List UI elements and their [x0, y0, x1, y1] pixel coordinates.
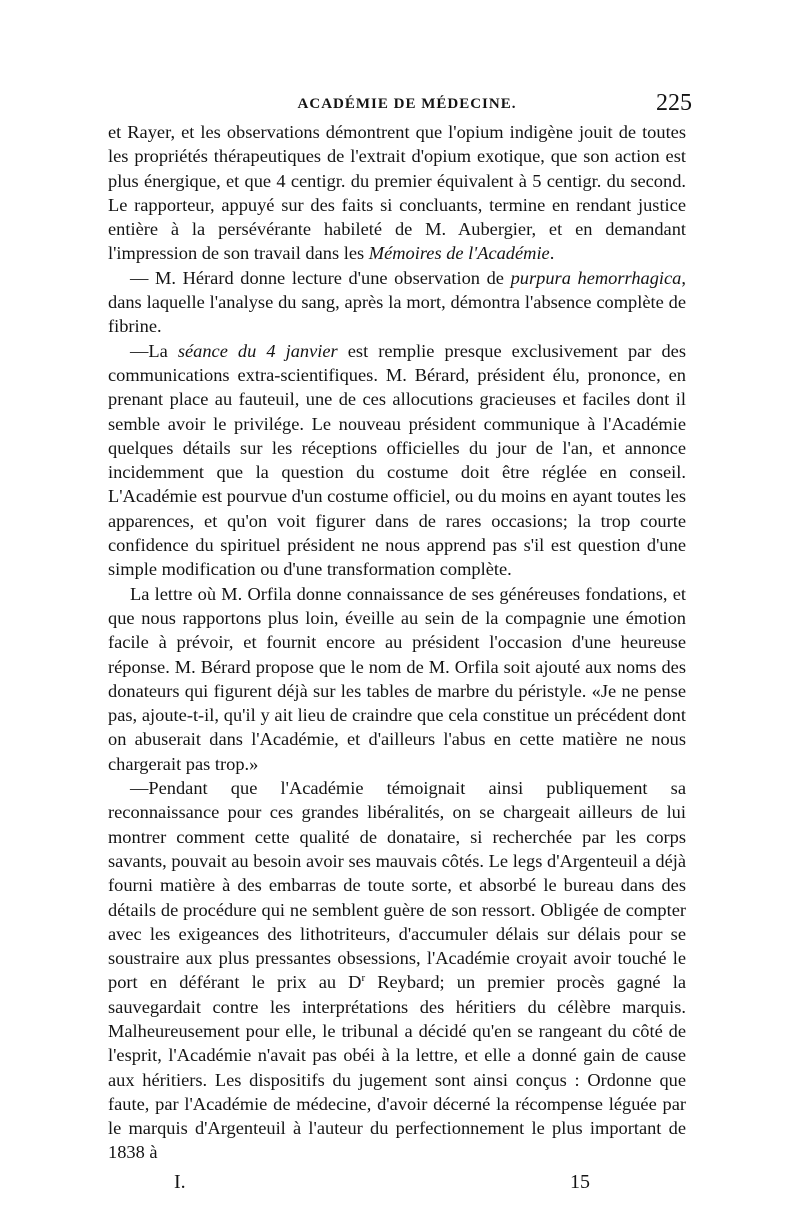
- text-run: est remplie presque exclusivement par des communications extra-scientifiques. M. Bérard, président élu, prononce, en prenant place au fauteuil, une de ces allocutions gracieuses et faciles dont il semble avoir le privilége. Le nouveau président communique à l'Académie quelques détails sur les réceptions officielles du jour de l'an, et annonce incidemment que la question du costume doit être réglée en conseil. L'Académie est pourvue d'un costume officiel, ou du moins en ayant toutes les apparences, et qu'on voit figurer dans de rares occasions; la trop courte confidence du spirituel président ne nous apprend pas s'il est question d'une simple modification ou d'une transformation complète.: [108, 340, 686, 580]
- paragraph: [108, 582, 686, 776]
- italic-text: Mémoires de l'Académie: [368, 243, 550, 264]
- text-run: —Pendant que l'Académie témoignait ainsi publiquement sa reconnaissance pour ces grandes libéralités, on se chargeait ailleurs de lui montrer comment cette qualité de donataire, si recherchée par les corps savants, pouvait au besoin avoir ses mauvais côtés. Le legs d'Argenteuil a déjà fourni matière à des embarras de toute sorte, et absorbé le bureau dans des détails de procédure qui ne semblent guère de son ressort. Obligée de compter avec les exigeances des lithotriteurs, d'accumuler délais sur délais pour se soustraire aux plus pressantes obsessions, l'Académie croyait avoir touché le port en déférant le prix au D: [108, 778, 686, 993]
- text-run: —La: [130, 340, 178, 361]
- paragraph: [108, 266, 686, 339]
- superscript-text: r: [361, 972, 366, 985]
- page-footer: [108, 1171, 686, 1201]
- text-run: .: [549, 243, 555, 264]
- italic-text: séance du 4 janvier: [177, 340, 338, 361]
- text-run: La lettre où M. Orfila donne connaissance de ses généreuses fondations, et que nous rapportons plus loin, éveille au sein de la compagnie une émotion facile à prévoir, et fournit encore au président l'occasion d'une heureuse réponse. M. Bérard propose que le nom de M. Orfila soit ajouté aux noms des donateurs qui figurent déjà sur les tables de marbre du péristyle. «Je ne pense pas, ajoute-t-il, qu'il y ait lieu de craindre que cela constitue un précédent dont on abuserait dans l'Académie, et d'ailleurs l'abus en cette matière ne nous chargerait pas trop.»: [108, 583, 686, 774]
- running-header: [108, 90, 692, 120]
- running-title: ACADÉMIE DE MÉDECINE.: [297, 96, 517, 112]
- paragraph: [108, 339, 686, 582]
- signature-mark-left: I.: [174, 1170, 186, 1193]
- italic-text: purpura hemorrhagica: [510, 267, 682, 288]
- text-run: — M. Hérard donne lecture d'une observation de: [130, 267, 511, 288]
- paragraph: [108, 120, 686, 266]
- text-run: , dans laquelle l'analyse du sang, après la mort, démontra l'absence complète de fibrine.: [108, 267, 686, 337]
- paragraph: [108, 776, 686, 1165]
- text-run: Reybard; un premier procès gagné la sauvegardait contre les interprétations des héritiers du célèbre marquis. Malheureusement pour elle, le tribunal a décidé qu'en se rangeant du côté de l'esprit, l'Académie n'avait pas obéi à la lettre, et elle a donné gain de cause aux héritiers. Les dispositifs du jugement sont ainsi conçus : Ordonne que faute, par l'Académie de médecine, d'avoir décerné la récompense léguée par le marquis d'Argenteuil à l'auteur du perfectionnement le plus important de 1838 à: [108, 972, 686, 1163]
- text-run: et Rayer, et les observations démontrent que l'opium indigène jouit de toutes les propriétés thérapeutiques de l'extrait d'opium exotique, que son action est plus énergique, et que 4 centigr. du premier équivalent à 5 centigr. du second. Le rapporteur, appuyé sur des faits si concluants, termine en rendant justice entière à la persévérante habileté de M. Aubergier, et en demandant l'impression de son travail dans les: [108, 122, 686, 264]
- page-number: 225: [656, 90, 692, 116]
- signature-mark-right: 15: [570, 1170, 590, 1193]
- body-text: [108, 120, 686, 1165]
- book-page: [108, 90, 692, 1201]
